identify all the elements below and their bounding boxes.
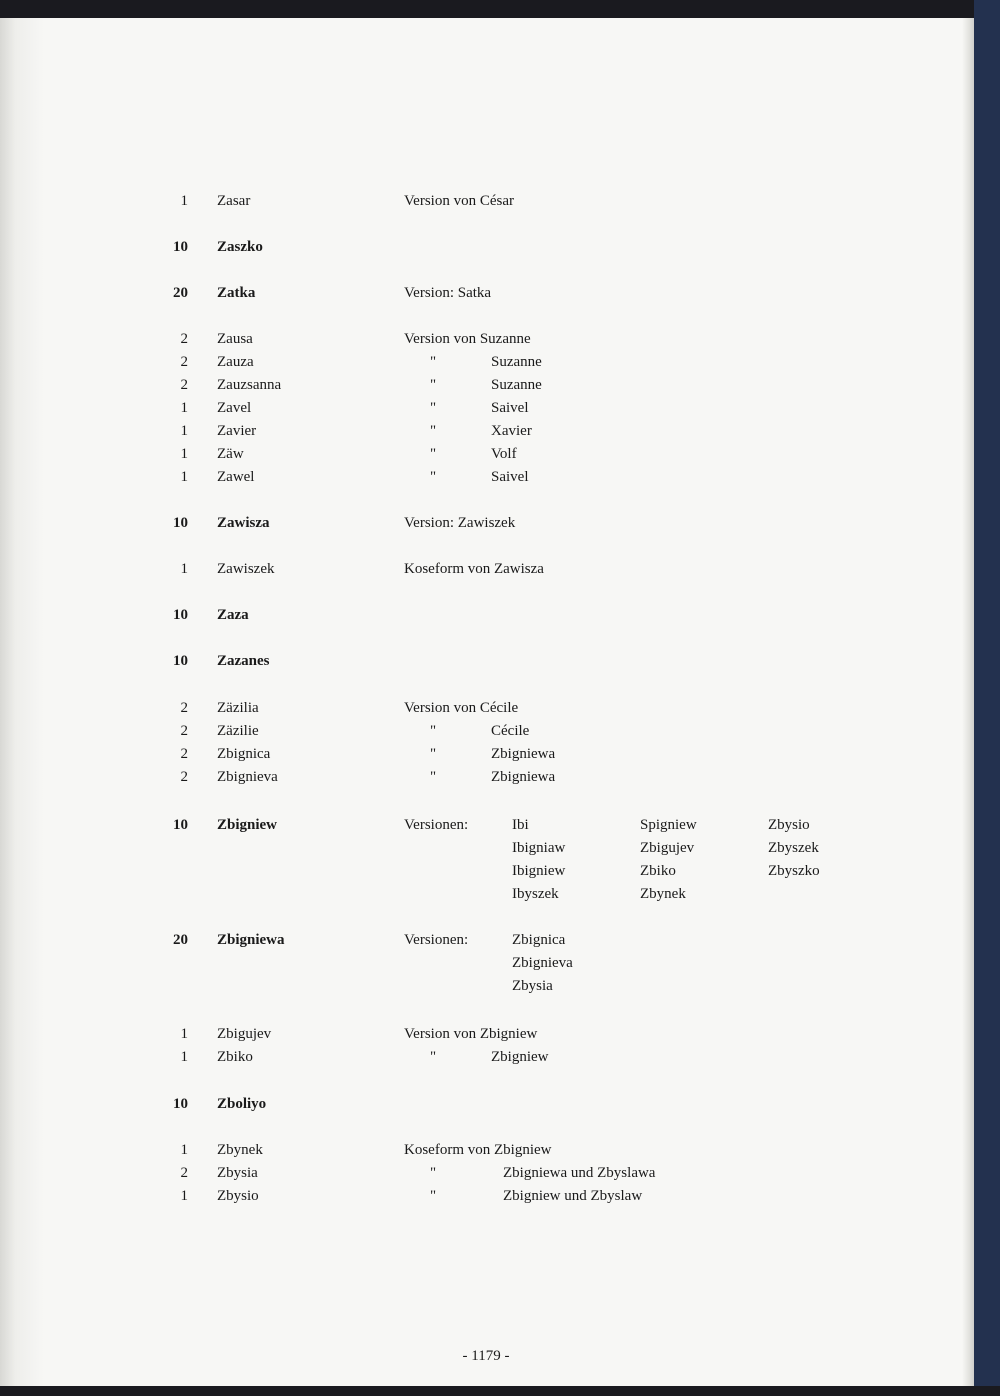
ditto-mark: " bbox=[430, 423, 437, 439]
ditto-mark: " bbox=[430, 746, 437, 762]
entry-frequency: 10 bbox=[173, 1096, 188, 1112]
entry-frequency: 1 bbox=[180, 193, 188, 209]
entry-name: Zbysia bbox=[217, 1165, 258, 1181]
version-variant: Zbignieva bbox=[512, 955, 573, 971]
entry-frequency: 1 bbox=[180, 400, 188, 416]
page-gutter bbox=[0, 18, 44, 1386]
entry-frequency: 1 bbox=[180, 1142, 188, 1158]
entry-frequency: 10 bbox=[173, 239, 188, 255]
entry-frequency: 10 bbox=[173, 653, 188, 669]
book-cover-top bbox=[0, 0, 1000, 18]
entry-name: Zäw bbox=[217, 446, 244, 462]
version-variant: Ibigniaw bbox=[512, 840, 566, 856]
version-variant: Zbynek bbox=[640, 886, 686, 902]
entry-reference: Suzanne bbox=[491, 354, 542, 370]
entry-reference: Zbigniew und Zbyslaw bbox=[503, 1188, 643, 1204]
entry-description: Koseform von Zbigniew bbox=[404, 1142, 552, 1158]
ditto-mark: " bbox=[430, 1188, 437, 1204]
entry-name: Zazanes bbox=[217, 653, 270, 669]
entry-reference: Saivel bbox=[491, 400, 529, 416]
entry-frequency: 20 bbox=[173, 932, 188, 948]
entry-reference: Zbigniew bbox=[491, 1049, 549, 1065]
entry-frequency: 20 bbox=[173, 285, 188, 301]
entry-name: Zawisza bbox=[217, 515, 270, 531]
entry-name: Zbigujev bbox=[217, 1026, 272, 1042]
entry-reference: Suzanne bbox=[491, 377, 542, 393]
entry-name: Zbysio bbox=[217, 1188, 259, 1204]
entry-reference: Volf bbox=[491, 446, 517, 462]
version-variant: Zbyszek bbox=[768, 840, 819, 856]
entry-description: Version von Cécile bbox=[404, 700, 519, 716]
entry-frequency: 1 bbox=[180, 1026, 188, 1042]
entry-frequency: 1 bbox=[180, 1188, 188, 1204]
ditto-mark: " bbox=[430, 400, 437, 416]
ditto-mark: " bbox=[430, 354, 437, 370]
entry-name: Zaza bbox=[217, 607, 249, 623]
version-variant: Zbigujev bbox=[640, 840, 695, 856]
entry-name: Zbignieva bbox=[217, 769, 278, 785]
entry-name: Zaszko bbox=[217, 239, 263, 255]
page-number: - 1179 - bbox=[462, 1348, 510, 1364]
entry-frequency: 2 bbox=[180, 377, 188, 393]
version-variant: Spigniew bbox=[640, 817, 697, 833]
version-variant: Ibigniew bbox=[512, 863, 566, 879]
version-variant: Zbiko bbox=[640, 863, 676, 879]
entry-description: Version: Zawiszek bbox=[404, 515, 516, 531]
version-variant: Ibyszek bbox=[512, 886, 559, 902]
entry-frequency: 1 bbox=[180, 561, 188, 577]
entry-name: Zbigniewa bbox=[217, 932, 285, 948]
entry-name: Zauza bbox=[217, 354, 254, 370]
version-variant: Zbyszko bbox=[768, 863, 820, 879]
ditto-mark: " bbox=[430, 1165, 437, 1181]
entry-reference: Zbigniewa bbox=[491, 746, 556, 762]
entry-reference: Xavier bbox=[491, 423, 532, 439]
entry-name: Zausa bbox=[217, 331, 253, 347]
entry-frequency: 2 bbox=[180, 769, 188, 785]
entry-name: Zbignica bbox=[217, 746, 271, 762]
entry-name: Zavel bbox=[217, 400, 252, 416]
version-variant: Ibi bbox=[512, 817, 529, 833]
entry-description: Version: Satka bbox=[404, 285, 492, 301]
entry-name: Zäzilia bbox=[217, 700, 259, 716]
version-variant: Zbysia bbox=[512, 978, 553, 994]
entry-description: Koseform von Zawisza bbox=[404, 561, 544, 577]
entry-frequency: 2 bbox=[180, 723, 188, 739]
entry-description: Versionen: bbox=[404, 817, 469, 833]
entry-name: Zavier bbox=[217, 423, 257, 439]
ditto-mark: " bbox=[430, 377, 437, 393]
entry-frequency: 2 bbox=[180, 354, 188, 370]
entry-reference: Zbigniewa bbox=[491, 769, 556, 785]
entry-description: Version von Suzanne bbox=[404, 331, 531, 347]
entry-frequency: 2 bbox=[180, 700, 188, 716]
entry-description: Versionen: bbox=[404, 932, 469, 948]
entry-frequency: 10 bbox=[173, 607, 188, 623]
entry-name: Zawel bbox=[217, 469, 255, 485]
entry-name: Zboliyo bbox=[217, 1096, 267, 1112]
page-edge bbox=[962, 18, 974, 1386]
ditto-mark: " bbox=[430, 769, 437, 785]
ditto-mark: " bbox=[430, 723, 437, 739]
entry-frequency: 1 bbox=[180, 423, 188, 439]
entry-frequency: 2 bbox=[180, 331, 188, 347]
entry-description: Version von César bbox=[404, 193, 514, 209]
ditto-mark: " bbox=[430, 446, 437, 462]
entry-frequency: 2 bbox=[180, 746, 188, 762]
entry-name: Zawiszek bbox=[217, 561, 275, 577]
entry-frequency: 2 bbox=[180, 1165, 188, 1181]
entry-frequency: 10 bbox=[173, 515, 188, 531]
entry-reference: Saivel bbox=[491, 469, 529, 485]
entry-reference: Zbigniewa und Zbyslawa bbox=[503, 1165, 656, 1181]
entry-frequency: 1 bbox=[180, 1049, 188, 1065]
entry-reference: Cécile bbox=[491, 723, 530, 739]
entry-description: Version von Zbigniew bbox=[404, 1026, 538, 1042]
version-variant: Zbysio bbox=[768, 817, 810, 833]
entry-frequency: 1 bbox=[180, 469, 188, 485]
entry-name: Zbynek bbox=[217, 1142, 263, 1158]
ditto-mark: " bbox=[430, 1049, 437, 1065]
entry-name: Zbigniew bbox=[217, 817, 278, 833]
entry-name: Zäzilie bbox=[217, 723, 259, 739]
entry-name: Zauzsanna bbox=[217, 377, 282, 393]
book-cover-edge bbox=[974, 0, 1000, 1396]
entry-name: Zatka bbox=[217, 285, 256, 301]
book-cover-bottom bbox=[0, 1386, 1000, 1396]
entry-frequency: 1 bbox=[180, 446, 188, 462]
entry-name: Zasar bbox=[217, 193, 251, 209]
entry-frequency: 10 bbox=[173, 817, 188, 833]
version-variant: Zbignica bbox=[512, 932, 566, 948]
entry-name: Zbiko bbox=[217, 1049, 253, 1065]
ditto-mark: " bbox=[430, 469, 437, 485]
